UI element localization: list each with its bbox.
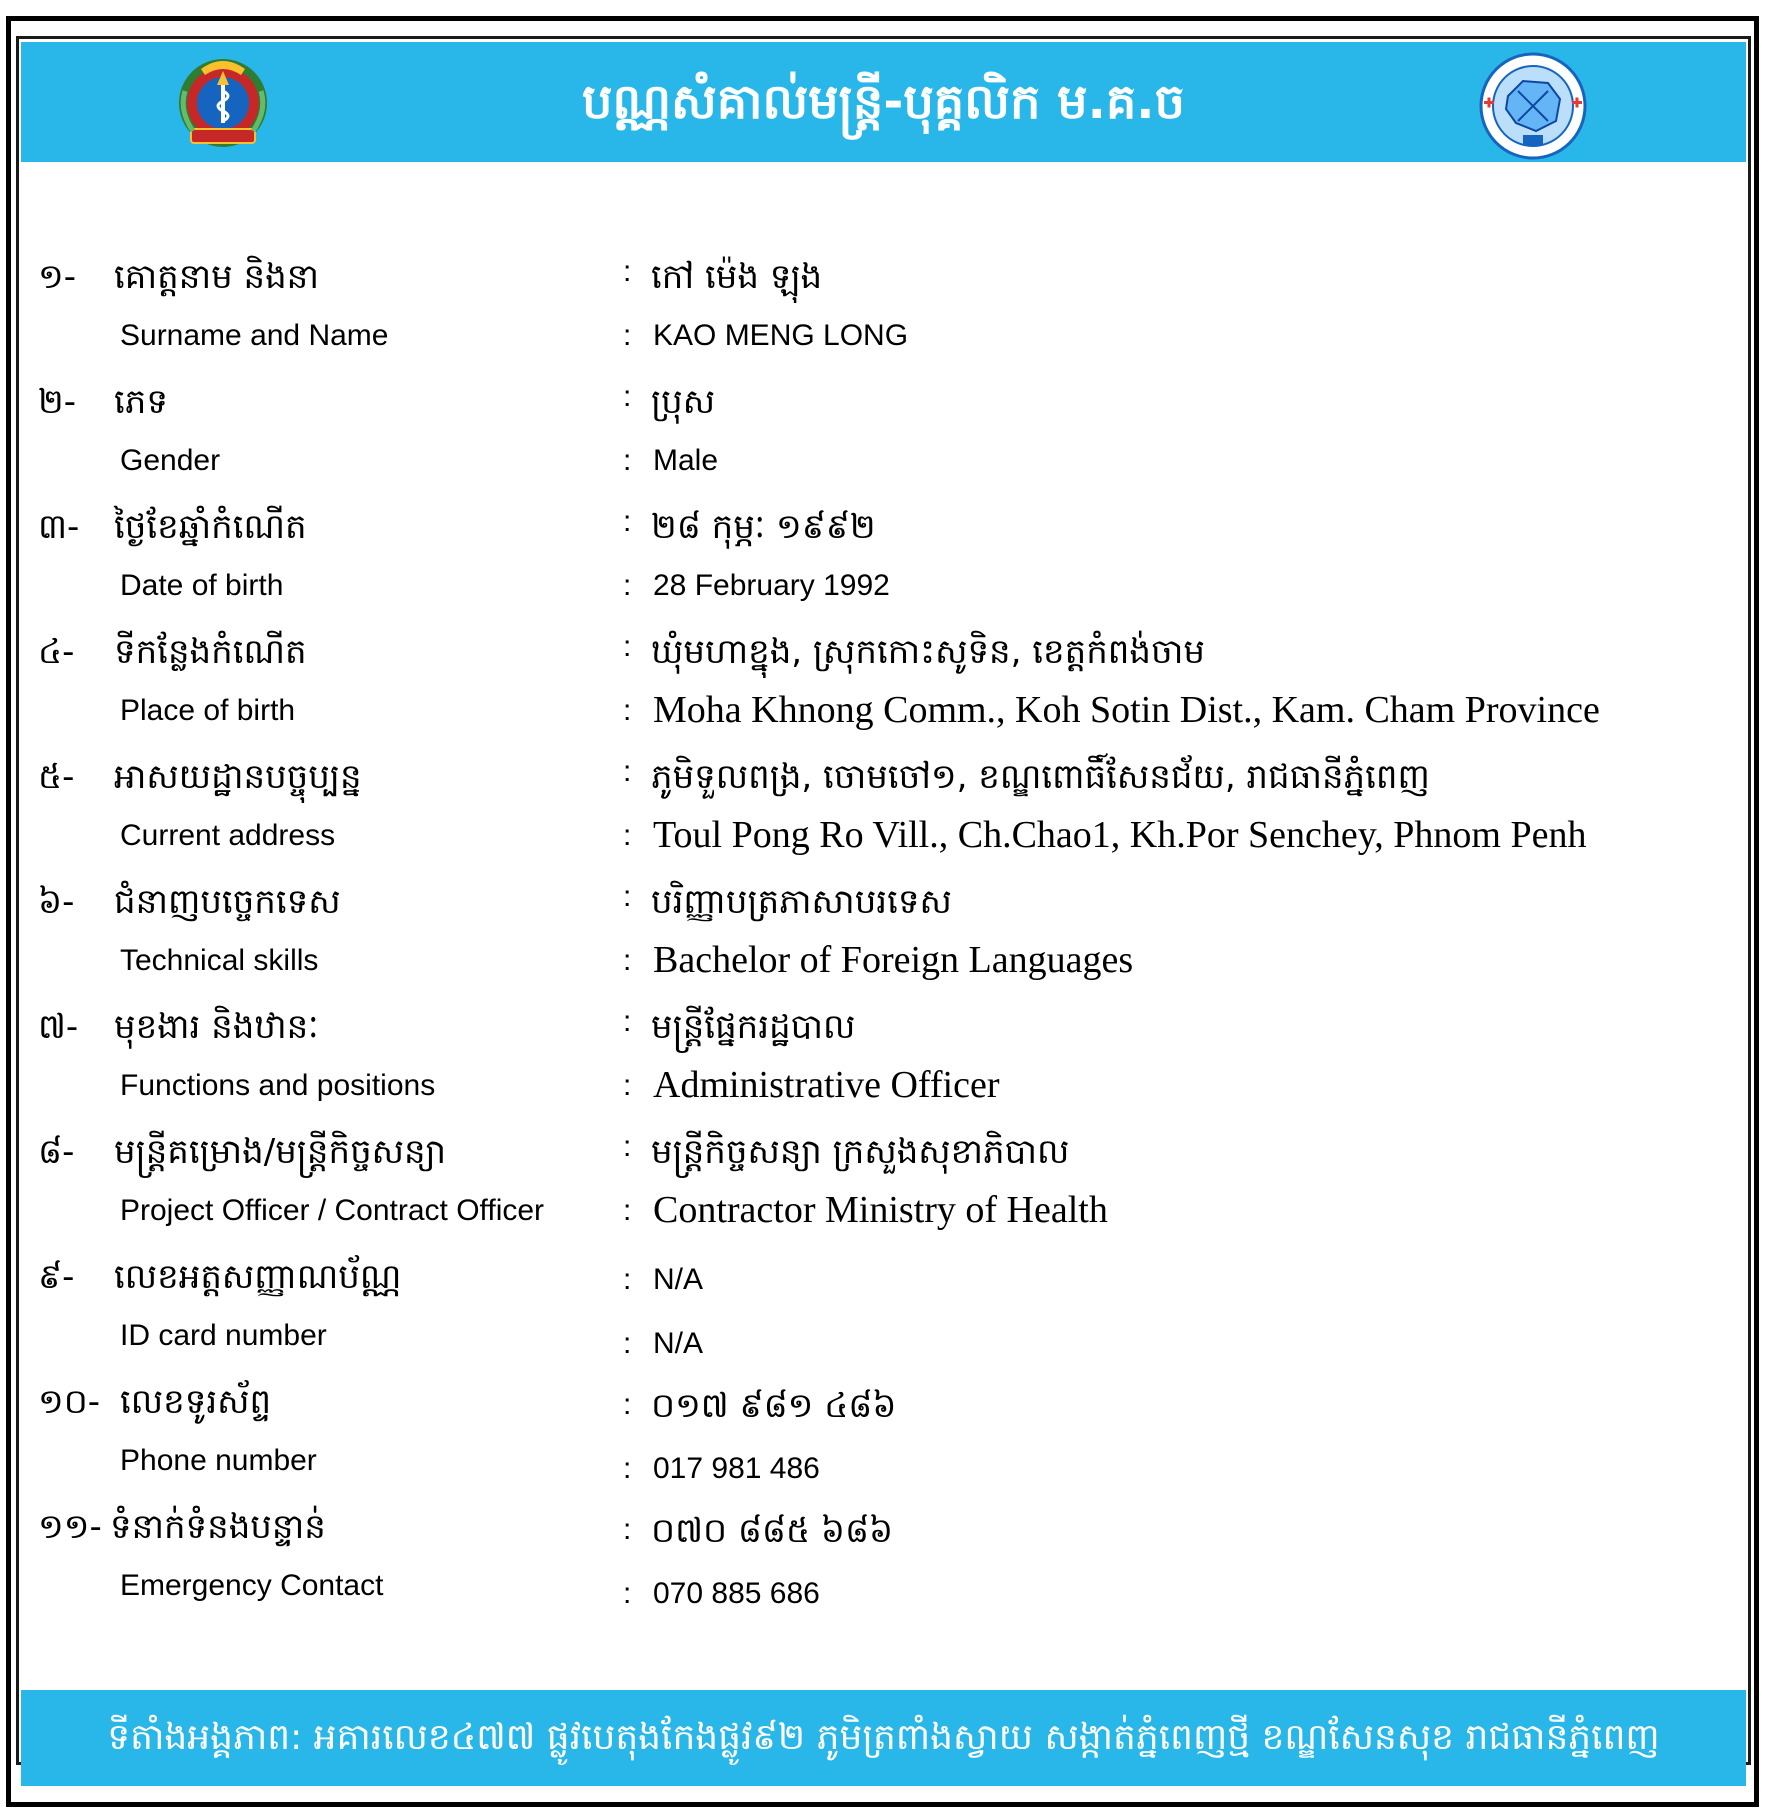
- field-label-kh: ទំនាក់ទំនងបន្ទាន់: [110, 1507, 326, 1547]
- field-value-kh: មន្ត្រីកិច្ចសន្យា ក្រសួងសុខាភិបាល: [651, 1132, 1070, 1172]
- field-colon: :: [623, 1005, 632, 1038]
- field-colon: :: [623, 1327, 632, 1360]
- field-number: ៩-: [38, 1257, 75, 1297]
- field-colon: :: [623, 630, 632, 663]
- field-6-en-row: [0, 939, 1771, 1004]
- field-label-en: Surname and Name: [120, 319, 389, 352]
- field-colon: :: [623, 255, 632, 288]
- field-label-en: Date of birth: [120, 569, 284, 602]
- field-colon: :: [623, 694, 632, 727]
- field-3-kh-row: [0, 505, 1771, 565]
- field-colon: :: [623, 944, 632, 977]
- field-number: ៤-: [38, 632, 75, 672]
- field-colon: :: [623, 1577, 632, 1610]
- field-number: ៦-: [38, 882, 75, 922]
- field-label-en: Functions and positions: [120, 1069, 436, 1102]
- field-value-kh: ០៧០ ៨៨៥ ៦៨៦: [651, 1511, 894, 1551]
- field-value-en: Toul Pong Ro Vill., Ch.Chao1, Kh.Por Senchey, Phnom Penh: [653, 814, 1587, 856]
- field-value-kh: មន្ត្រីផ្នែករដ្ឋបាល: [651, 1007, 856, 1047]
- card-title: បណ្ណសំគាល់មន្ត្រី-បុគ្គលិក ម.គ.ច: [581, 74, 1186, 130]
- field-label-en: Technical skills: [120, 944, 319, 977]
- field-label-en: ID card number: [120, 1319, 327, 1352]
- field-value-kh: ភូមិទួលពង្រ, ចោមចៅ១, ខណ្ឌពោធិ៍សែនជ័យ, រាជធានីភ្នំពេញ: [651, 757, 1430, 797]
- field-number: ៥-: [38, 757, 75, 797]
- field-colon: :: [623, 380, 632, 413]
- field-4-kh-row: [0, 630, 1771, 690]
- field-colon: :: [623, 1513, 632, 1546]
- field-value-kh: N/A: [653, 1263, 704, 1296]
- field-7-kh-row: [0, 1005, 1771, 1065]
- field-label-en: Emergency Contact: [120, 1569, 384, 1602]
- field-label-kh: ទីកន្លែងកំណើត: [114, 632, 307, 672]
- field-2-en-row: [0, 444, 1771, 504]
- field-colon: :: [623, 1388, 632, 1421]
- field-value-en: KAO MENG LONG: [653, 319, 909, 352]
- field-8-kh-row: [0, 1130, 1771, 1190]
- field-6-kh-row: [0, 880, 1771, 940]
- field-colon: :: [623, 755, 632, 788]
- field-colon: :: [623, 569, 632, 602]
- field-number: ៧-: [38, 1007, 79, 1047]
- footer-band: [21, 1690, 1746, 1786]
- field-value-en: 070 885 686: [653, 1577, 820, 1610]
- field-value-kh: ឃុំមហាខ្នុង, ស្រុកកោះសូទិន, ខេត្តកំពង់ចាម: [651, 632, 1205, 672]
- field-label-kh: លេខអត្តសញ្ញាណប័ណ្ណ: [114, 1257, 402, 1297]
- field-colon: :: [623, 505, 632, 538]
- field-label-kh: ភេទ: [114, 382, 168, 422]
- field-number: ៨-: [38, 1132, 75, 1172]
- field-value-kh: បរិញ្ញាបត្រភាសាបរទេស: [651, 882, 952, 922]
- footer-address: ទីតាំងអង្គភាព: អគារលេខ៤៧៧ ផ្លូវបេតុងកែងផ្លូវ៩២ ភូមិត្រពាំងស្វាយ សង្កាត់ភ្នំពេញថ្មី ខណ្ឌសែនសុខ រាជធានីភ្នំពេញ: [107, 1717, 1660, 1758]
- field-label-en: Phone number: [120, 1444, 317, 1477]
- field-number: ៣-: [38, 507, 80, 547]
- field-label-en: Gender: [120, 444, 221, 477]
- field-8-en-row: [0, 1189, 1771, 1254]
- field-colon: :: [623, 1263, 632, 1296]
- field-colon: :: [623, 1452, 632, 1485]
- field-5-kh-row: [0, 755, 1771, 815]
- field-1-kh-row: [0, 255, 1771, 315]
- field-label-en: Project Officer / Contract Officer: [120, 1194, 545, 1227]
- field-value-en: Bachelor of Foreign Languages: [653, 939, 1134, 981]
- field-value-en: Contractor Ministry of Health: [653, 1189, 1108, 1231]
- field-colon: :: [623, 319, 632, 352]
- field-label-kh: មុខងារ និងឋានៈ: [114, 1007, 319, 1047]
- field-7-en-row: [0, 1064, 1771, 1129]
- field-4-en-row: [0, 689, 1771, 754]
- field-value-kh: កៅ ម៉េង ឡុង: [651, 257, 823, 297]
- field-value-en: Administrative Officer: [653, 1064, 1000, 1106]
- field-5-en-row: [0, 814, 1771, 879]
- field-label-kh: គោត្តនាម និងនា: [114, 257, 320, 297]
- field-colon: :: [623, 880, 632, 913]
- field-number: ២-: [38, 382, 77, 422]
- field-label-kh: ថ្ងៃខែឆ្នាំកំណើត: [114, 507, 307, 547]
- field-number: ១០-: [38, 1382, 101, 1422]
- field-label-kh: ជំនាញបច្ចេកទេស: [114, 882, 341, 922]
- field-1-en-row: [0, 319, 1771, 379]
- field-label-kh: អាសយដ្ឋានបច្ចុប្បន្ន: [114, 757, 362, 797]
- field-number: ១១-: [38, 1507, 102, 1547]
- field-value-kh: ០១៧ ៩៨១ ៤៨៦: [651, 1386, 897, 1426]
- field-10-kh-row: [0, 1380, 1771, 1440]
- field-colon: :: [623, 1194, 632, 1227]
- cnm-malaria-center-logo-icon: [1478, 51, 1588, 161]
- field-colon: :: [623, 819, 632, 852]
- field-value-en: Male: [653, 444, 719, 477]
- field-colon: :: [623, 1069, 632, 1102]
- field-9-kh-row: [0, 1255, 1771, 1315]
- field-11-kh-row: [0, 1505, 1771, 1565]
- ministry-of-health-emblem-icon: [171, 51, 275, 155]
- field-value-en: 28 February 1992: [653, 569, 890, 602]
- field-number: ១-: [38, 257, 77, 297]
- field-value-en: Moha Khnong Comm., Koh Sotin Dist., Kam. Cham Province: [653, 689, 1600, 731]
- field-value-kh: ២៨ កុម្ភៈ ១៩៩២: [651, 507, 876, 547]
- field-value-en: N/A: [653, 1327, 704, 1360]
- field-label-en: Current address: [120, 819, 336, 852]
- field-label-en: Place of birth: [120, 694, 296, 727]
- field-value-kh: ប្រុស: [651, 382, 716, 422]
- field-label-kh: លេខទូរស័ព្ទ: [120, 1382, 272, 1422]
- field-label-kh: មន្ត្រីគម្រោង/មន្ត្រីកិច្ចសន្យា: [114, 1132, 447, 1172]
- field-2-kh-row: [0, 380, 1771, 440]
- field-colon: :: [623, 1130, 632, 1163]
- field-9-en-row: [0, 1319, 1771, 1379]
- field-colon: :: [623, 444, 632, 477]
- field-10-en-row: [0, 1444, 1771, 1504]
- field-value-en: 017 981 486: [653, 1452, 820, 1485]
- field-3-en-row: [0, 569, 1771, 629]
- field-11-en-row: [0, 1569, 1771, 1629]
